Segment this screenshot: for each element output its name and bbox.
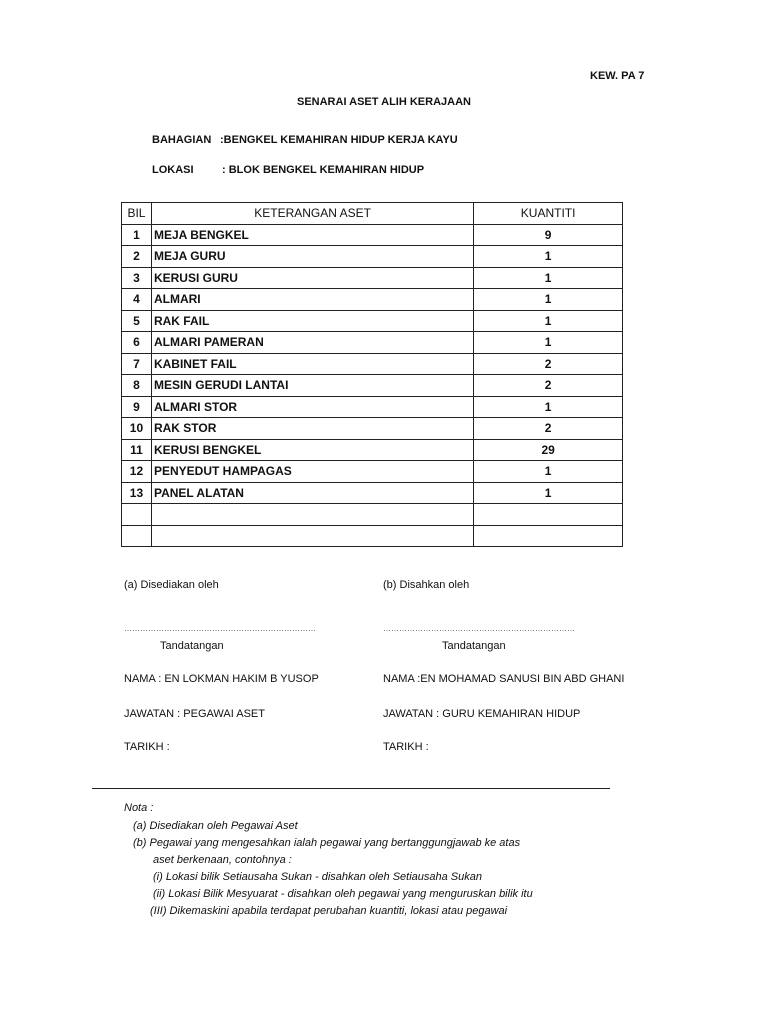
cell-description: [151, 504, 473, 526]
cell-description: ALMARI PAMERAN: [151, 332, 473, 354]
cell-quantity: 29: [474, 439, 623, 461]
cell-bil: 2: [122, 246, 152, 268]
form-code: KEW. PA 7: [590, 70, 645, 82]
cell-description: KERUSI BENGKEL: [151, 439, 473, 461]
cell-bil: 11: [122, 439, 152, 461]
cell-bil: 3: [122, 267, 152, 289]
cell-description: MESIN GERUDI LANTAI: [151, 375, 473, 397]
approved-position: JAWATAN : GURU KEMAHIRAN HIDUP: [383, 708, 581, 720]
document-title: SENARAI ASET ALIH KERAJAAN: [297, 96, 471, 108]
cell-quantity: 1: [474, 310, 623, 332]
cell-description: MEJA BENGKEL: [151, 224, 473, 246]
cell-quantity: 9: [474, 224, 623, 246]
location-row: [0, 164, 768, 178]
table-row: [122, 267, 623, 289]
cell-description: ALMARI STOR: [151, 396, 473, 418]
cell-bil: 5: [122, 310, 152, 332]
prepared-signature-label: Tandatangan: [160, 640, 224, 652]
table-row: [122, 289, 623, 311]
cell-description: MEJA GURU: [151, 246, 473, 268]
location-value: : BLOK BENGKEL KEMAHIRAN HIDUP: [222, 164, 425, 176]
cell-quantity: 1: [474, 461, 623, 483]
cell-description: KERUSI GURU: [151, 267, 473, 289]
approved-by-heading: (b) Disahkan oleh: [383, 579, 470, 591]
approved-signature-label: Tandatangan: [442, 640, 506, 652]
note-line-ii: (ii) Lokasi Bilik Mesyuarat - disahkan oleh pegawai yang menguruskan bilik itu: [153, 888, 533, 900]
cell-bil: 8: [122, 375, 152, 397]
table-row: [122, 461, 623, 483]
column-header-description: KETERANGAN ASET: [151, 203, 473, 225]
note-line-b2: aset berkenaan, contohnya :: [153, 854, 292, 866]
cell-bil: 10: [122, 418, 152, 440]
cell-quantity: 1: [474, 289, 623, 311]
asset-table: [121, 202, 623, 547]
table-row: [122, 396, 623, 418]
prepared-date: TARIKH :: [124, 741, 170, 753]
prepared-position: JAWATAN : PEGAWAI ASET: [124, 708, 265, 720]
cell-quantity: 1: [474, 246, 623, 268]
separator-line: [92, 788, 610, 789]
department-label: BAHAGIAN: [152, 134, 212, 146]
table-row: [122, 439, 623, 461]
note-line-b1: (b) Pegawai yang mengesahkan ialah pegawai yang bertanggungjawab ke atas: [133, 837, 521, 849]
department-value: :BENGKEL KEMAHIRAN HIDUP KERJA KAYU: [220, 134, 458, 146]
table-row: [122, 310, 623, 332]
cell-bil: 1: [122, 224, 152, 246]
cell-bil: [122, 525, 152, 547]
approved-date: TARIKH :: [383, 741, 429, 753]
cell-description: PANEL ALATAN: [151, 482, 473, 504]
table-row: [122, 418, 623, 440]
table-row: [122, 504, 623, 526]
cell-quantity: 1: [474, 482, 623, 504]
cell-quantity: 1: [474, 332, 623, 354]
prepared-name: NAMA : EN LOKMAN HAKIM B YUSOP: [124, 673, 319, 685]
cell-description: PENYEDUT HAMPAGAS: [151, 461, 473, 483]
location-label: LOKASI: [152, 164, 194, 176]
note-line-a: (a) Disediakan oleh Pegawai Aset: [133, 820, 298, 832]
asset-rows: [122, 224, 623, 547]
cell-bil: 6: [122, 332, 152, 354]
cell-bil: 13: [122, 482, 152, 504]
cell-quantity: 2: [474, 418, 623, 440]
approved-name: NAMA :EN MOHAMAD SANUSI BIN ABD GHANI: [383, 673, 625, 685]
cell-bil: 4: [122, 289, 152, 311]
cell-bil: [122, 504, 152, 526]
table-row: [122, 224, 623, 246]
table-row: [122, 525, 623, 547]
cell-quantity: 1: [474, 396, 623, 418]
cell-bil: 7: [122, 353, 152, 375]
note-line-iii: (III) Dikemaskini apabila terdapat perubahan kuantiti, lokasi atau pegawai: [150, 905, 508, 917]
cell-description: ALMARI: [151, 289, 473, 311]
cell-quantity: [474, 504, 623, 526]
cell-description: RAK STOR: [151, 418, 473, 440]
cell-bil: 12: [122, 461, 152, 483]
cell-description: RAK FAIL: [151, 310, 473, 332]
table-header-row: [122, 203, 623, 225]
note-line-i: (i) Lokasi bilik Setiausaha Sukan - disahkan oleh Setiausaha Sukan: [153, 871, 482, 883]
table-row: [122, 375, 623, 397]
cell-quantity: [474, 525, 623, 547]
column-header-bil: BIL: [122, 203, 152, 225]
prepared-signature-line: ………………………………………………………………: [124, 624, 316, 633]
cell-quantity: 1: [474, 267, 623, 289]
table-row: [122, 482, 623, 504]
column-header-quantity: KUANTITI: [474, 203, 623, 225]
department-row: [0, 134, 768, 148]
cell-quantity: 2: [474, 353, 623, 375]
approved-signature-line: ………………………………………………………………: [383, 624, 575, 633]
cell-description: [151, 525, 473, 547]
table-row: [122, 353, 623, 375]
prepared-by-heading: (a) Disediakan oleh: [124, 579, 219, 591]
cell-quantity: 2: [474, 375, 623, 397]
table-row: [122, 332, 623, 354]
cell-description: KABINET FAIL: [151, 353, 473, 375]
table-row: [122, 246, 623, 268]
cell-bil: 9: [122, 396, 152, 418]
notes-heading: Nota :: [124, 802, 154, 814]
